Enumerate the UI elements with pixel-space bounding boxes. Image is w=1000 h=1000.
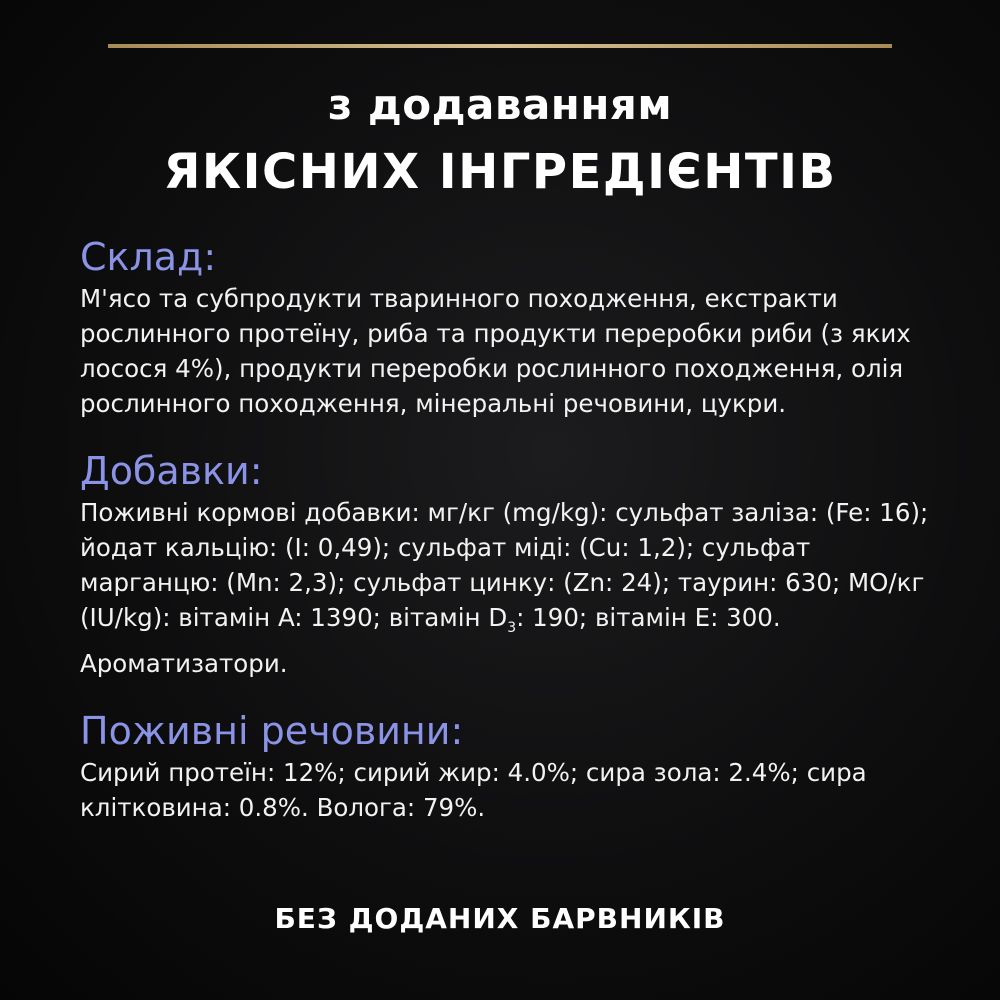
composition-title: Склад: [80,235,217,279]
additives-text-end: : 190; вітамін E: 300. Ароматизатори. [80,603,781,678]
additives-section [80,447,950,681]
top-gold-rule [108,44,892,48]
additives-text-main: Поживні кормові добавки: мг/кг (mg/kg): сульфат заліза: (Fe: 16); йодат кальцію: (I: 0,49); сульфат міді: (Cu: 1,2); сульфат марганцю: (Mn: 2,3); сульфат цинку: (Zn: 24); таурин: 630; МО/кг (IU/kg): вітамін A: 1390; вітамін D [80,498,929,632]
additives-title: Добавки: [80,449,263,493]
nutrients-section [80,707,950,825]
composition-text: М'ясо та субпродукти тваринного походження, екстракти рослинного протеїну, риба та продукти переробки риби (з яких лосося 4%), продукти переробки рослинного походження, олія рослинного походження, мінеральні речовини, цукри. [80,284,911,418]
header-title: ЯКІСНИХ ІНГРЕДІЄНТІВ [163,144,837,200]
nutrients-text: Сирий протеїн: 12%; сирий жир: 4.0%; сира зола: 2.4%; сира клітковина: 0.8%. Волога: 79%. [80,758,867,822]
nutrients-title: Поживні речовини: [80,709,464,753]
page-header [0,78,1000,208]
composition-section [80,233,950,421]
vitamin-d-subscript: 3 [507,620,517,636]
header-subtitle: з додаванням [327,80,673,129]
additives-text [80,495,950,681]
no-dyes-label: БЕЗ ДОДАНИХ БАРВНИКІВ [274,902,726,935]
ingredients-content [80,233,950,825]
